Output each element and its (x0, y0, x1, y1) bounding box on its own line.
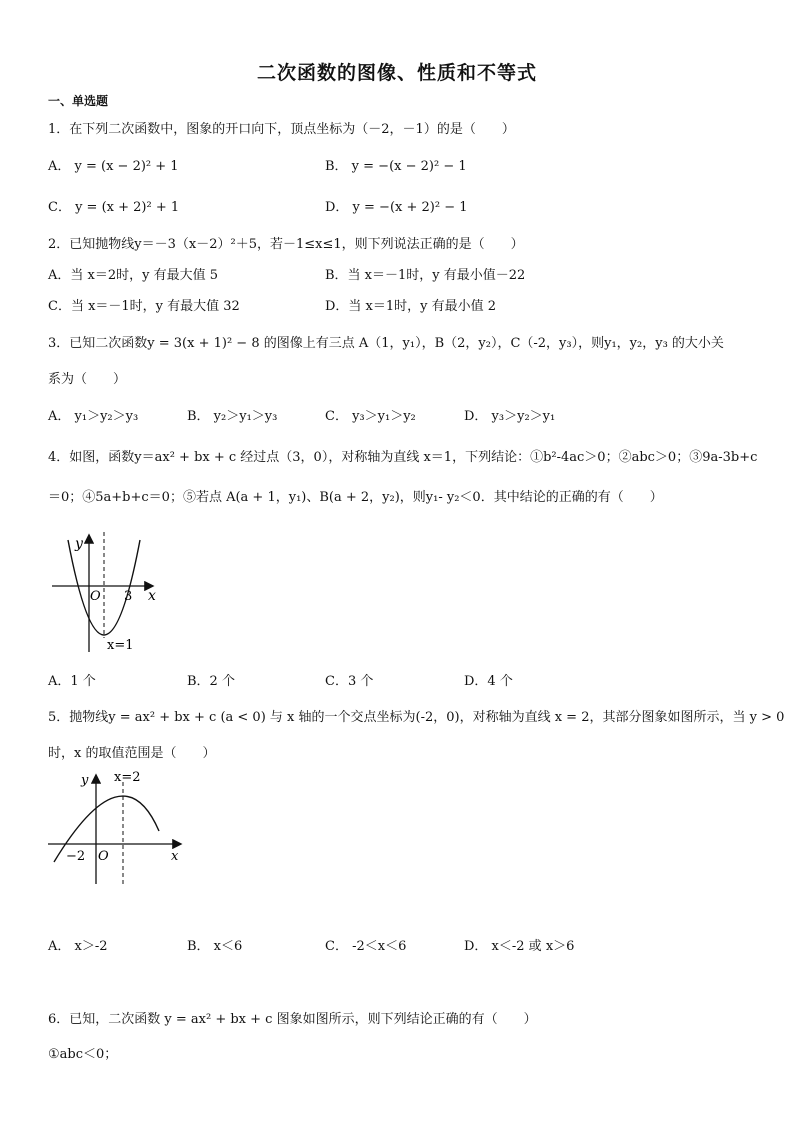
question-6-item-1: ①abc＜0； (48, 1047, 118, 1062)
question-2-option-b[interactable]: B．当 x＝－1时，y 有最小值－22 (325, 268, 526, 283)
root-label: 3 (124, 589, 133, 604)
question-1-stem: 1．在下列二次函数中，图象的开口向下，顶点坐标为（－2，－1）的是（ ） (48, 122, 515, 137)
question-5-option-a[interactable]: A． x＞-2 (48, 939, 108, 954)
question-4-option-c[interactable]: C．3 个 (325, 674, 374, 689)
question-3-stem-line1: 3．已知二次函数y = 3(x + 1)² − 8 的图像上有三点 A（1，y₁），B（2，y₂），C（-2，y₃），则y₁，y₂，y₃ 的大小关 (48, 336, 724, 351)
question-6-stem: 6．已知，二次函数 y = ax² + bx + c 图象如图所示，则下列结论正确的有（ ） (48, 1012, 537, 1027)
question-5-option-d[interactable]: D． x＜-2 或 x＞6 (464, 939, 575, 954)
question-2-stem: 2．已知抛物线y＝－3（x－2）²＋5，若－1≤x≤1，则下列说法正确的是（ ） (48, 237, 524, 252)
symmetry-label: x=2 (114, 770, 141, 785)
question-4-option-d[interactable]: D．4 个 (464, 674, 513, 689)
question-2-option-a[interactable]: A．当 x＝2时，y 有最大值 5 (48, 268, 219, 283)
neg2-label: −2 (66, 849, 86, 864)
question-1-option-d[interactable]: D． y = −(x + 2)² − 1 (325, 200, 468, 215)
question-3-option-b[interactable]: B． y₂＞y₁＞y₃ (187, 409, 278, 424)
x-label: x (171, 849, 179, 864)
question-3-option-d[interactable]: D． y₃＞y₂＞y₁ (464, 409, 556, 424)
question-4-graph (52, 530, 172, 655)
x-label: x (148, 588, 156, 604)
question-1-option-c[interactable]: C． y = (x + 2)² + 1 (48, 200, 180, 215)
question-1-option-b[interactable]: B． y = −(x − 2)² − 1 (325, 159, 467, 174)
question-5-option-c[interactable]: C． -2＜x＜6 (325, 939, 407, 954)
y-label: y (81, 773, 89, 788)
question-4-stem-line2: ＝0；④5a+b+c＝0；⑤若点 A(a + 1，y₁)、B(a + 2，y₂)，则y₁- y₂＜0．其中结论的正确的有（ ） (48, 490, 663, 505)
question-3-stem-line2: 系为（ ） (48, 372, 127, 387)
question-2-option-c[interactable]: C．当 x＝－1时，y 有最大值 32 (48, 299, 240, 314)
question-3-option-c[interactable]: C． y₃＞y₁＞y₂ (325, 409, 416, 424)
section-heading: 一、单选题 (48, 94, 109, 108)
symmetry-label: x=1 (107, 638, 134, 653)
question-5-stem-line1: 5．抛物线y = ax² + bx + c (a < 0) 与 x 轴的一个交点坐标为(-2，0)，对称轴为直线 x = 2，其部分图象如图所示，当 y > 0 (48, 710, 785, 725)
question-5-graph (46, 768, 191, 888)
question-5-stem-line2: 时，x 的取值范围是（ ） (48, 746, 216, 761)
question-4-stem-line1: 4．如图，函数y＝ax² + bx + c 经过点（3，0），对称轴为直线 x＝1，下列结论：①b²-4ac＞0；②abc＞0；③9a-3b+c (48, 450, 758, 465)
question-4-option-a[interactable]: A．1 个 (48, 674, 96, 689)
question-5-option-b[interactable]: B． x＜6 (187, 939, 243, 954)
question-3-option-a[interactable]: A． y₁＞y₂＞y₃ (48, 409, 139, 424)
origin-label: O (90, 589, 101, 604)
question-1-option-a[interactable]: A． y = (x − 2)² + 1 (48, 159, 179, 174)
origin-label: O (98, 849, 109, 864)
y-label: y (75, 536, 83, 552)
question-4-option-b[interactable]: B．2 个 (187, 674, 235, 689)
question-2-option-d[interactable]: D．当 x＝1时，y 有最小值 2 (325, 299, 497, 314)
page-title: 二次函数的图像、性质和不等式 (256, 62, 537, 84)
